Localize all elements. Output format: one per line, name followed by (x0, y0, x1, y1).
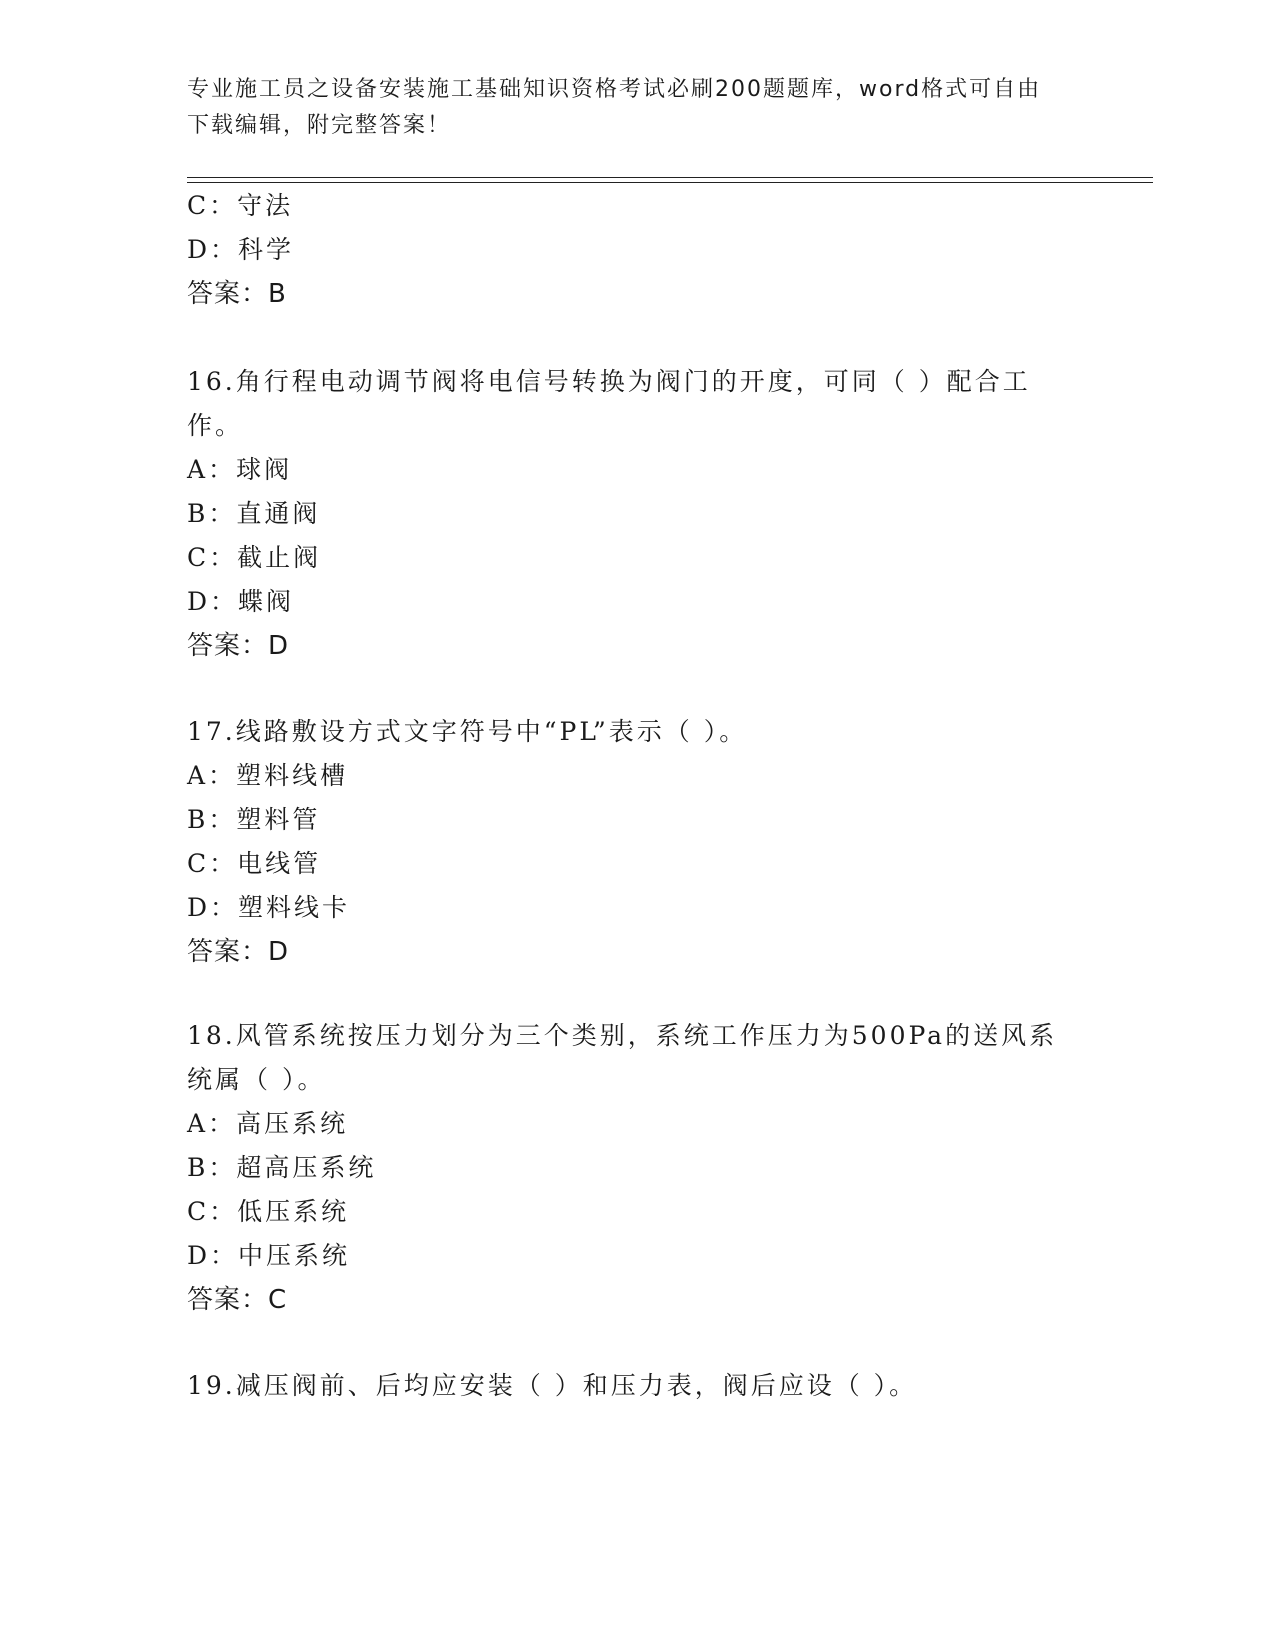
question-17-answer: 答案：D (187, 937, 290, 967)
prev-option-c: C：守法 (187, 191, 294, 220)
question-17-option-a: A：塑料线槽 (187, 761, 349, 790)
question-18-answer: 答案：C (187, 1285, 288, 1315)
question-16-option-a: A：球阀 (187, 455, 293, 484)
question-17-option-b: B：塑料管 (187, 805, 321, 834)
header-line-2: 下载编辑，附完整答案！ (187, 113, 452, 138)
question-18-option-b: B：超高压系统 (187, 1153, 377, 1182)
option-text: 守法 (237, 191, 294, 220)
question-16-answer: 答案：D (187, 631, 290, 661)
question-19-stem: 19.减压阀前、后均应安装（ ）和压力表，阀后应设（ ）。 (187, 1371, 918, 1400)
question-16-stem-line-2: 作。 (187, 411, 244, 440)
question-17-stem: 17.线路敷设方式文字符号中“PL”表示（ ）。 (187, 717, 748, 746)
question-16-option-d: D：蝶阀 (187, 587, 295, 616)
question-17-option-c: C：电线管 (187, 849, 322, 878)
header-divider-top (187, 177, 1153, 178)
header-divider-bottom (187, 182, 1153, 183)
question-18-stem-line-1: 18.风管系统按压力划分为三个类别，系统工作压力为500Pa的送风系 (187, 1021, 1058, 1050)
question-18-option-a: A：高压系统 (187, 1109, 349, 1138)
prev-option-d: D：科学 (187, 235, 295, 264)
prev-answer: 答案：B (187, 279, 287, 309)
question-16-option-c: C：截止阀 (187, 543, 322, 572)
header-line-1: 专业施工员之设备安装施工基础知识资格考试必刷200题题库，word格式可自由 (187, 77, 1042, 102)
document-header (187, 72, 1087, 144)
option-text: 科学 (238, 235, 295, 264)
question-17-option-d: D：塑料线卡 (187, 893, 351, 922)
question-16-stem-line-1: 16.角行程电动调节阀将电信号转换为阀门的开度，可同（ ）配合工 (187, 367, 1031, 396)
question-18-option-d: D：中压系统 (187, 1241, 351, 1270)
question-18-option-c: C：低压系统 (187, 1197, 350, 1226)
question-18-stem-line-2: 统属（ ）。 (187, 1065, 326, 1094)
question-16-option-b: B：直通阀 (187, 499, 321, 528)
